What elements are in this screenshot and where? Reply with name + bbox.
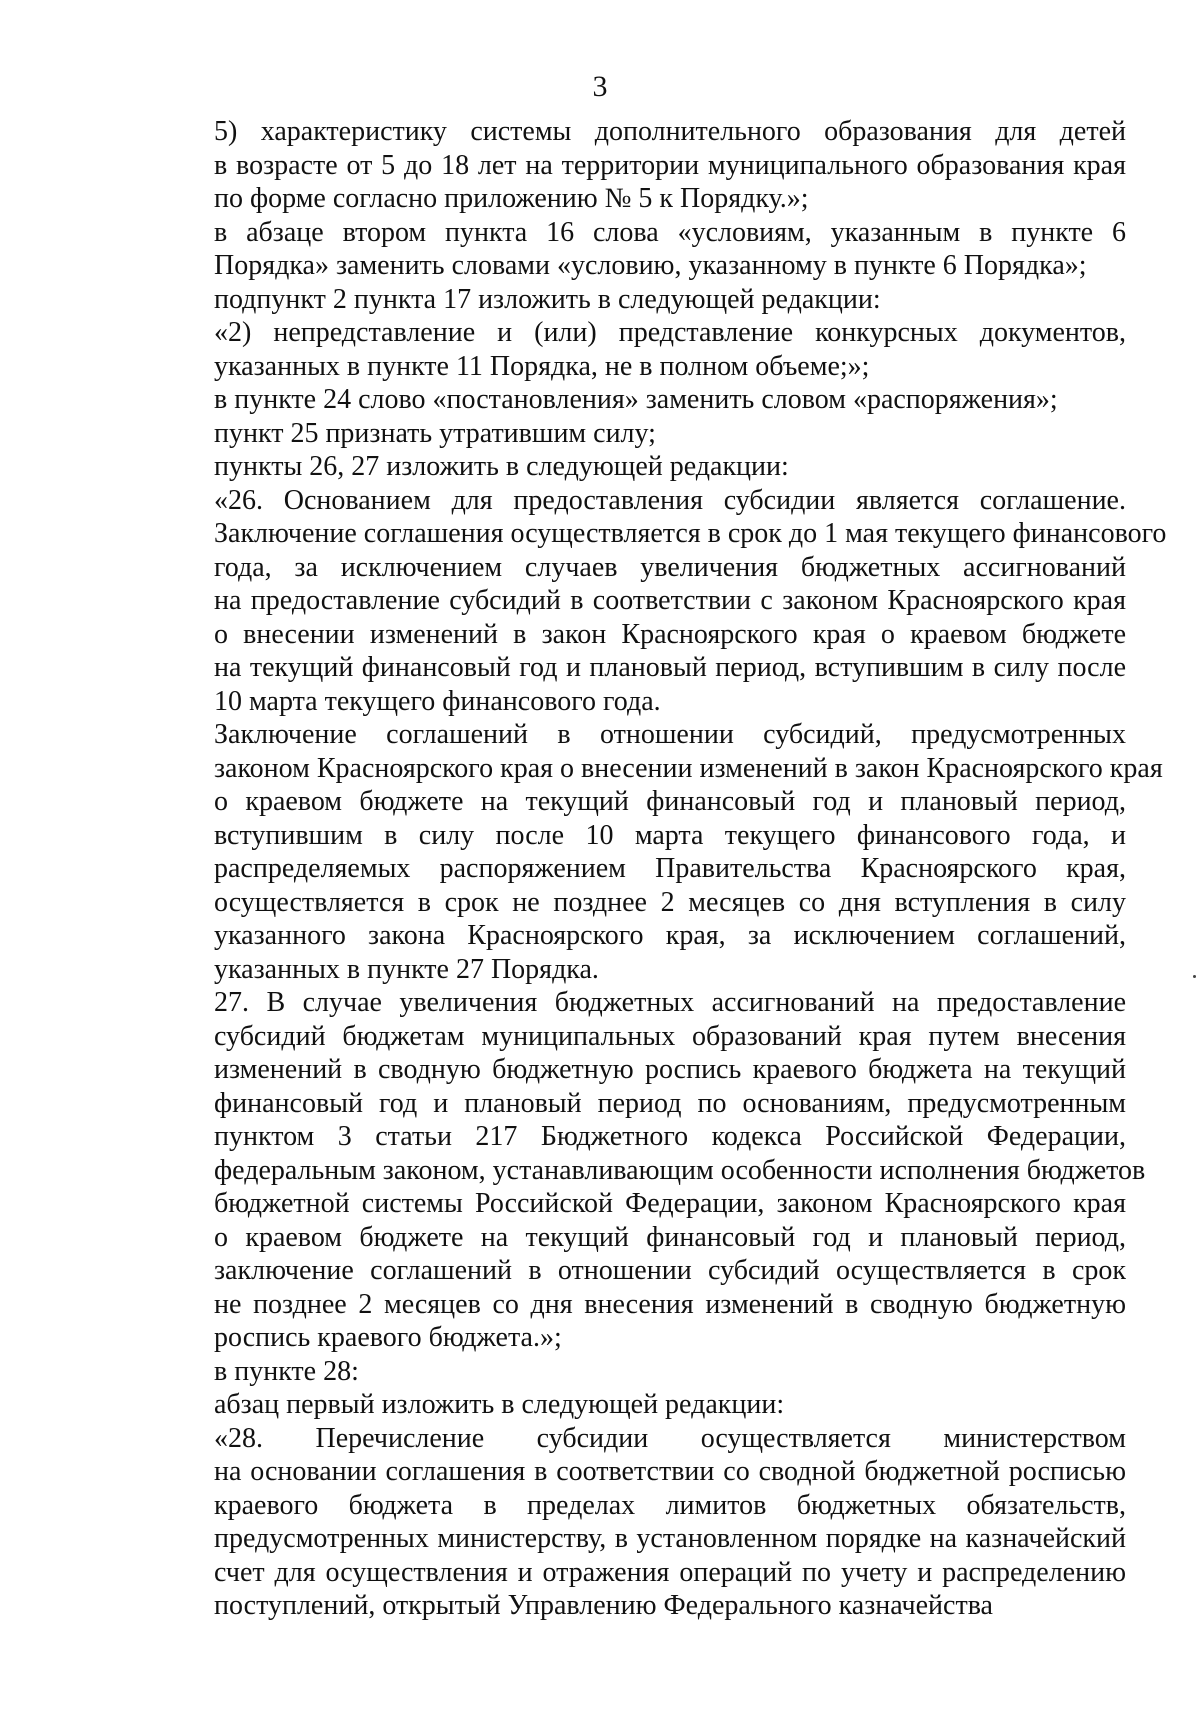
paragraph (144, 316, 1126, 383)
text-line: пунктом 3 статьи 217 Бюджетного кодекса Российской Федерации, (214, 1121, 1126, 1152)
text-line: Порядка» заменить словами «условию, указанному в пункте 6 Порядка»; (214, 250, 1087, 281)
page-number: 3 (592, 70, 608, 103)
scan-speck (1193, 975, 1196, 978)
text-line: в пункте 28: (214, 1355, 359, 1387)
text-line: указанных в пункте 27 Порядка. (214, 953, 599, 985)
text-line: пункт 25 признать утратившим силу; (214, 417, 656, 449)
text-line: не позднее 2 месяцев со дня внесения изменений в сводную бюджетную (214, 1288, 1126, 1320)
text-line: роспись краевого бюджета.»; (214, 1322, 562, 1353)
text-line: в пункте 24 слово «постановления» заменить словом «распоряжения»; (214, 384, 1058, 415)
text-line: на основании соглашения в соответствии со сводной бюджетной росписью (214, 1456, 1126, 1487)
paragraph (144, 484, 1167, 719)
text-line: вступившим в силу после 10 марта текущего финансового года, и (214, 819, 1126, 851)
text-line: осуществляется в срок не позднее 2 месяцев со дня вступления в силу (214, 886, 1126, 918)
paragraph (144, 1355, 1126, 1389)
text-line: финансовый год и плановый период по основаниям, предусмотренным (214, 1087, 1126, 1119)
text-line: 5) характеристику системы дополнительного образования для детей (214, 116, 1126, 147)
text-line: бюджетной системы Российской Федерации, законом Красноярского края (214, 1188, 1126, 1219)
text-line: «28. Перечисление субсидии осуществляется министерством (214, 1422, 1126, 1454)
text-line: по форме согласно приложению № 5 к Порядку.»; (214, 183, 809, 214)
text-line: пункты 26, 27 изложить в следующей редакции: (214, 451, 789, 482)
text-line: в абзаце втором пункта 16 слова «условиям, указанным в пункте 6 (214, 216, 1126, 248)
text-line: 10 марта текущего финансового года. (214, 685, 661, 717)
paragraph (144, 450, 1126, 484)
text-line: года, за исключением случаев увеличения бюджетных ассигнований (214, 551, 1126, 583)
text-line: в возрасте от 5 до 18 лет на территории муниципального образования края (214, 149, 1126, 181)
text-line: о краевом бюджете на текущий финансовый год и плановый период, (214, 1221, 1126, 1253)
text-line: федеральным законом, устанавливающим особенности исполнения бюджетов (214, 1154, 1146, 1186)
text-line: на текущий финансовый год и плановый период, вступившим в силу после (214, 652, 1126, 683)
text-line: распределяемых распоряжением Правительства Красноярского края, (214, 853, 1126, 884)
text-line: законом Красноярского края о внесении изменений в закон Красноярского края (214, 752, 1163, 784)
paragraph (144, 1388, 1126, 1422)
text-line: «26. Основанием для предоставления субсидии является соглашение. (214, 484, 1126, 516)
text-line: Заключение соглашений в отношении субсидий, предусмотренных (214, 719, 1126, 750)
paragraph (144, 283, 1126, 317)
text-line: Заключение соглашения осуществляется в срок до 1 мая текущего финансового (214, 518, 1167, 549)
text-line: указанного закона Красноярского края, за исключением соглашений, (214, 920, 1126, 951)
text-line: счет для осуществления и отражения операций по учету и распределению (214, 1556, 1126, 1588)
text-line: «2) непредставление и (или) представление конкурсных документов, (214, 317, 1126, 348)
text-line: поступлений, открытый Управлению Федерального казначейства (214, 1590, 993, 1621)
document-body (144, 115, 1167, 1623)
text-line: о краевом бюджете на текущий финансовый год и плановый период, (214, 786, 1126, 817)
text-line: о внесении изменений в закон Красноярского края о краевом бюджете (214, 618, 1126, 650)
text-line: краевого бюджета в пределах лимитов бюджетных обязательств, (214, 1489, 1126, 1521)
text-line: абзац первый изложить в следующей редакции: (214, 1389, 785, 1420)
paragraph (144, 986, 1146, 1355)
text-line: на предоставление субсидий в соответствии с законом Красноярского края (214, 585, 1126, 616)
paragraph (144, 115, 1126, 216)
text-line: изменений в сводную бюджетную роспись краевого бюджета на текущий (214, 1054, 1126, 1085)
text-line: заключение соглашений в отношении субсидий осуществляется в срок (214, 1255, 1126, 1286)
text-line: подпункт 2 пункта 17 изложить в следующей редакции: (214, 283, 881, 315)
paragraph (144, 216, 1126, 283)
paragraph (144, 383, 1126, 417)
text-line: предусмотренных министерству, в установленном порядке на казначейский (214, 1523, 1126, 1554)
paragraph (144, 1422, 1126, 1623)
text-line: 27. В случае увеличения бюджетных ассигнований на предоставление (214, 987, 1126, 1018)
text-line: субсидий бюджетам муниципальных образований края путем внесения (214, 1020, 1126, 1052)
text-line: указанных в пункте 11 Порядка, не в полном объеме;»; (214, 350, 870, 382)
paragraph (144, 417, 1126, 451)
paragraph (144, 718, 1163, 986)
